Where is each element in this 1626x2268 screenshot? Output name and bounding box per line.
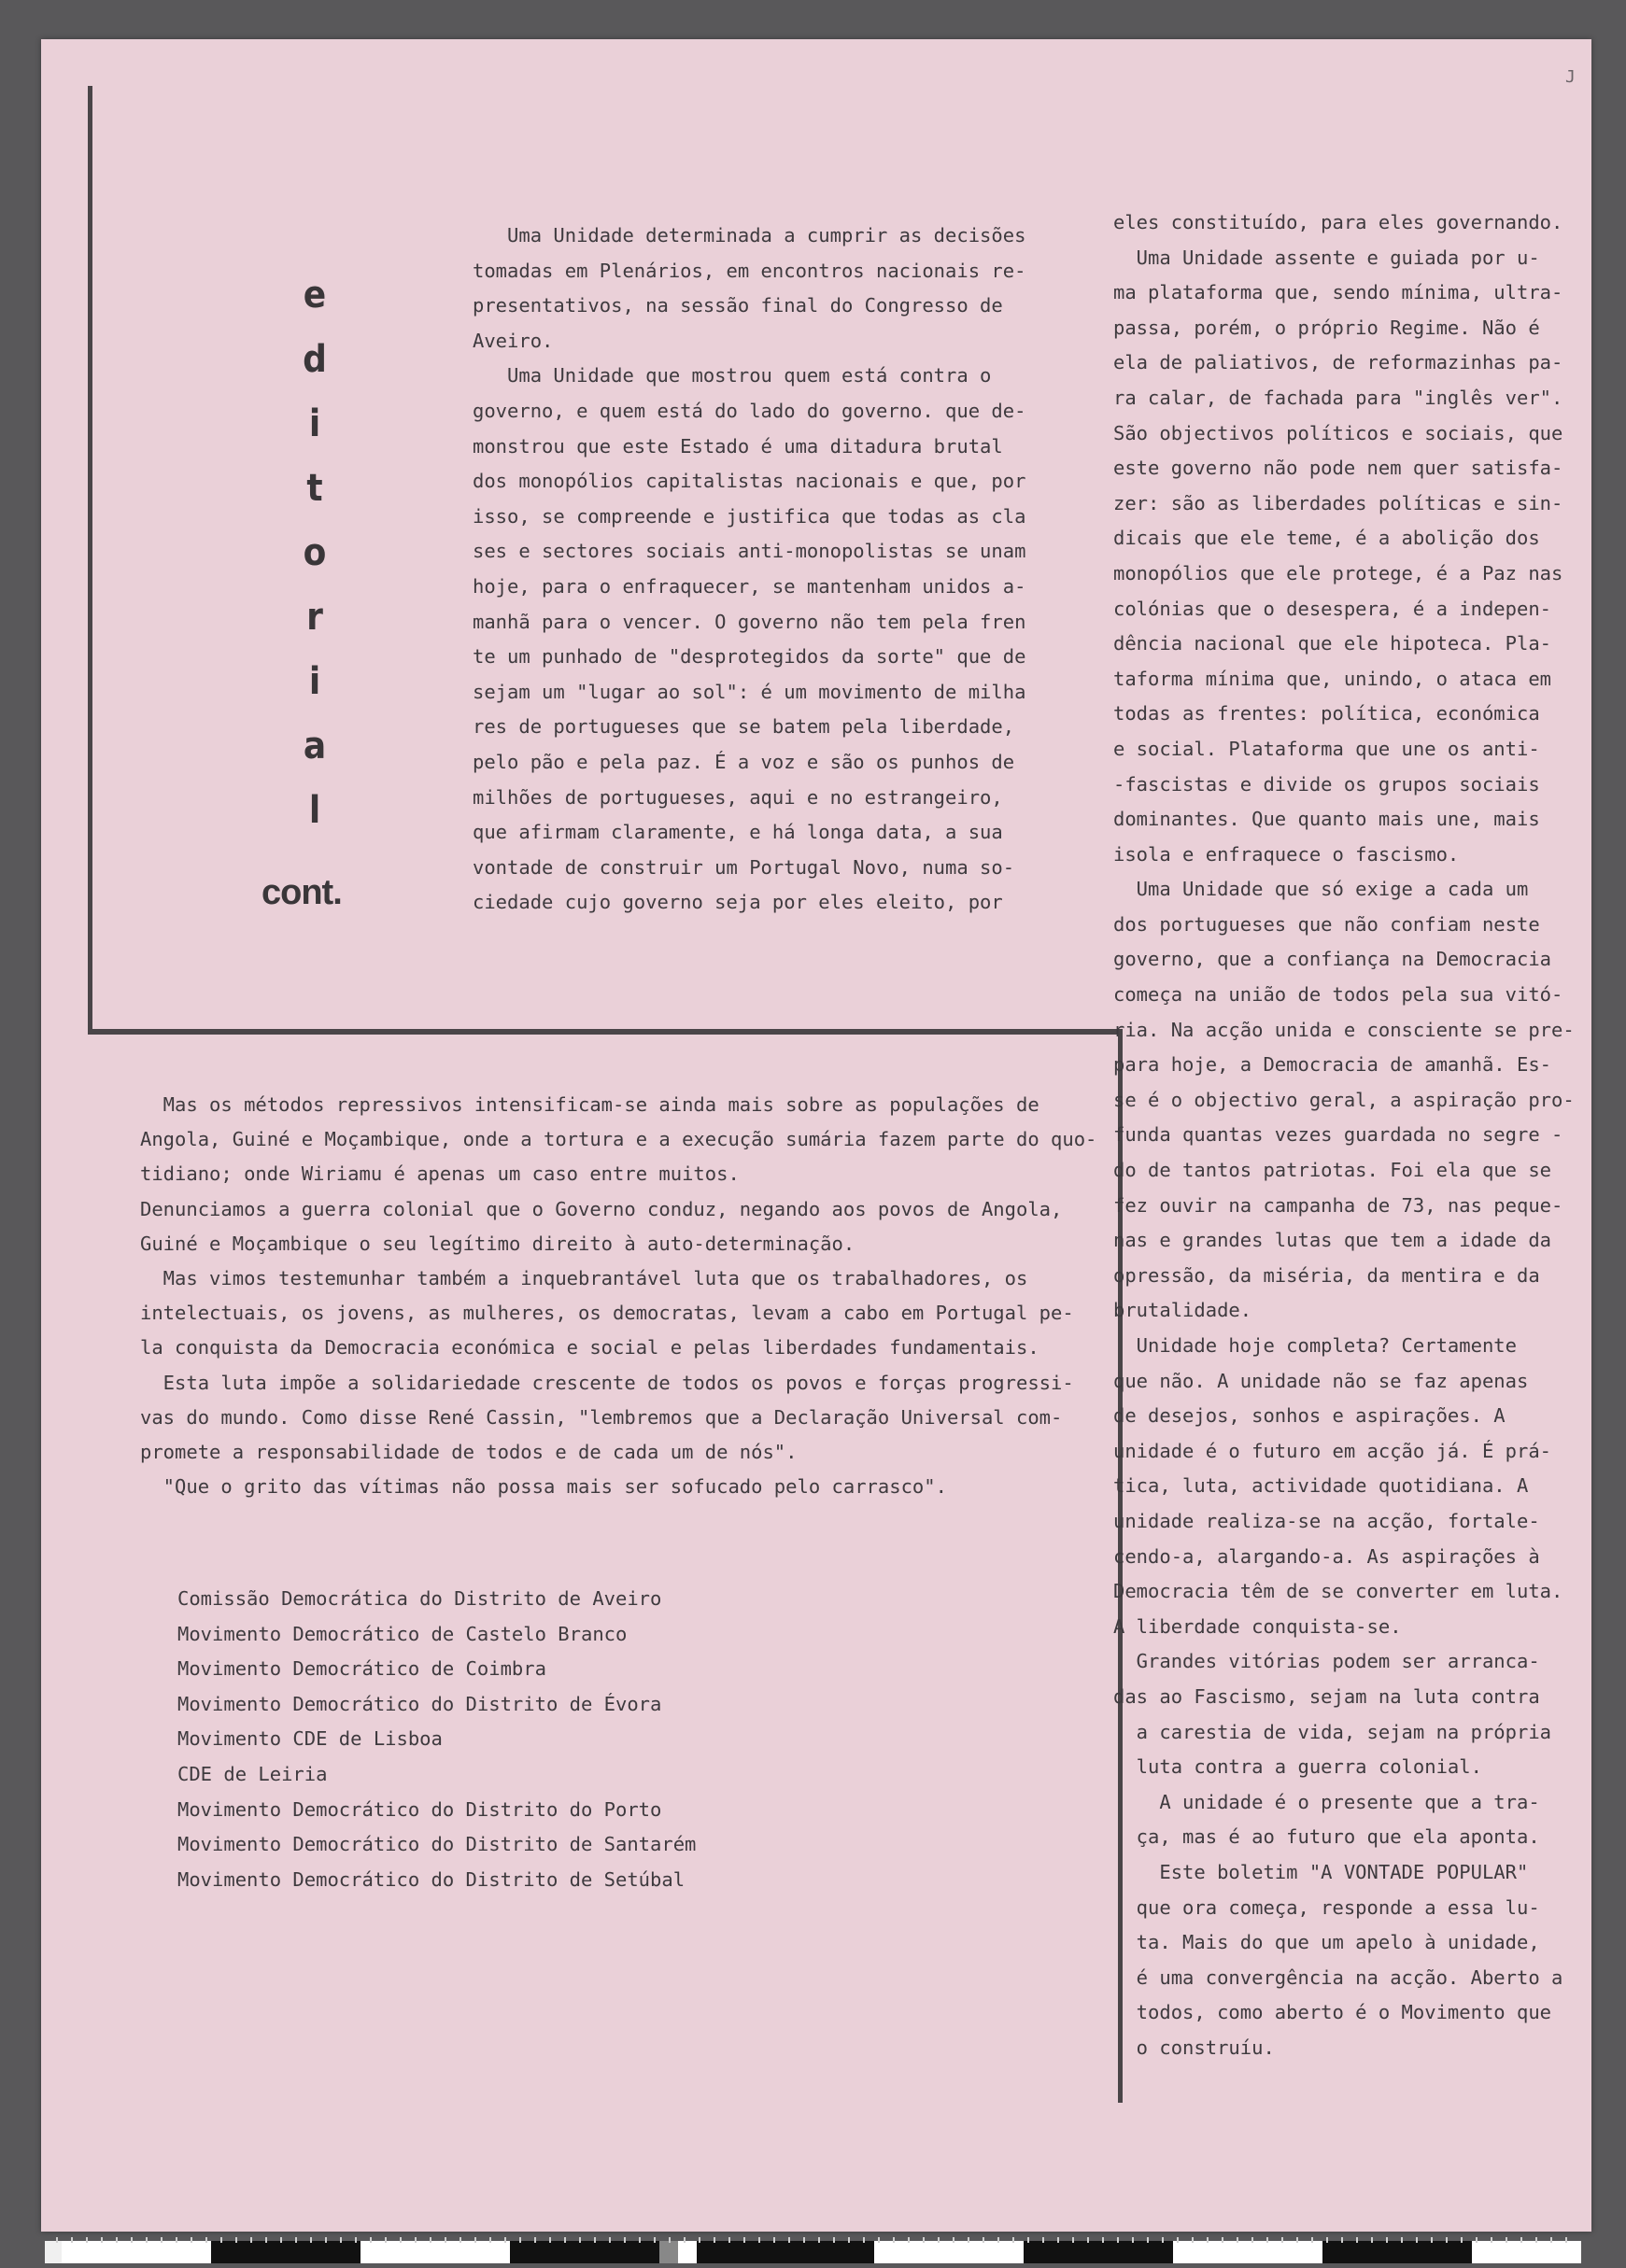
text-line: nas e grandes lutas que tem a idade da [1113, 1229, 1551, 1252]
text-line: cendo-a, alargando-a. As aspirações à [1113, 1544, 1540, 1568]
ruler-tick [624, 2237, 626, 2243]
text-line: Angola, Guiné e Moçambique, onde a tortura e a execução sumária fazem parte do quo- [140, 1128, 1097, 1151]
text-line: la conquista da Democracia económica e social e pelas liberdades fundamentais. [140, 1336, 1039, 1359]
ruler-tick [594, 2237, 596, 2243]
text-line: res de portugueses que se batem pela liberdade, [473, 715, 1015, 739]
ruler-tick [564, 2237, 566, 2243]
text-line: zer: são as liberdades políticas e sin- [1113, 491, 1563, 514]
ruler-tick [953, 2237, 954, 2243]
text-line: Movimento Democrático de Castelo Branco [177, 1622, 628, 1645]
text-line: Movimento Democrático de Coimbra [177, 1657, 546, 1681]
text-line: vas do mundo. Como disse René Cassin, "lembremos que a Declaração Universal com- [140, 1405, 1063, 1429]
ruler-tick [1117, 2237, 1119, 2243]
ruler-tick [878, 2237, 880, 2243]
ruler-tick [968, 2237, 969, 2243]
ruler-tick [714, 2237, 715, 2243]
text-line: tica, luta, actividade quotidiana. A [1113, 1474, 1529, 1498]
text-line: que afirmam claramente, e há longa data, a sua [473, 821, 1003, 844]
ruler-tick [161, 2237, 163, 2243]
text-line: Mas os métodos repressivos intensificam-se ainda mais sobre as populações de [140, 1093, 1039, 1116]
ruler-tick [579, 2237, 581, 2243]
ruler-tick [489, 2237, 491, 2243]
ruler-tick [1535, 2237, 1537, 2243]
text-line: é uma convergência na acção. Aberto a [1113, 1965, 1563, 1989]
ruler-tick [1431, 2237, 1433, 2243]
ruler-tick [131, 2237, 133, 2243]
ruler-tick [997, 2237, 999, 2243]
ruler-tick [519, 2237, 521, 2243]
ruler-tick [1416, 2237, 1418, 2243]
editorial-heading [291, 263, 338, 843]
ruler-tick [1296, 2237, 1298, 2243]
ruler-tick [923, 2237, 925, 2243]
ruler-tick [1132, 2237, 1134, 2243]
ruler-tick [983, 2237, 984, 2243]
text-line: intelectuais, os jovens, as mulheres, os democratas, levam a cabo em Portugal pe- [140, 1302, 1074, 1325]
text-line: São objectivos políticos e sociais, que [1113, 421, 1563, 444]
text-line: unidade realiza-se na acção, fortale- [1113, 1509, 1540, 1532]
ruler-tick [1251, 2237, 1253, 2243]
text-line: monopólios que ele protege, é a Paz nas [1113, 561, 1563, 585]
text-line: monstrou que este Estado é uma ditadura brutal [473, 434, 1003, 458]
ruler-tick [908, 2237, 910, 2243]
ruler-tick [116, 2237, 118, 2243]
text-line: A liberdade conquista-se. [1113, 1614, 1402, 1638]
ruler-tick [1506, 2237, 1507, 2243]
ruler-tick [220, 2237, 222, 2243]
text-line: pelo pão e pela paz. É a voz e são os punhos de [473, 750, 1015, 773]
ruler-tick [639, 2237, 641, 2243]
ruler-tick [191, 2237, 192, 2243]
text-line: para hoje, a Democracia de amanhã. Es- [1113, 1053, 1551, 1077]
ruler-tick [1057, 2237, 1059, 2243]
text-line: este governo não pode nem quer satisfa- [1113, 457, 1563, 480]
ruler-tick [684, 2237, 686, 2243]
text-line: manhã para o vencer. O governo não tem pela fren [473, 610, 1026, 633]
text-line: todos, como aberto é o Movimento que [1113, 2001, 1551, 2024]
ruler-tick [1565, 2237, 1567, 2243]
text-line: e social. Plataforma que une os anti- [1113, 737, 1540, 760]
ruler-tick [205, 2237, 207, 2243]
text-line: luta contra a guerra colonial. [1113, 1755, 1482, 1779]
ruler-tick [1192, 2237, 1194, 2243]
text-line: que ora começa, responde a essa lu- [1113, 1895, 1540, 1919]
text-line: Mas vimos testemunhar também a inquebrantável luta que os trabalhadores, os [140, 1266, 1028, 1289]
text-line: dominantes. Que quanto mais une, mais [1113, 808, 1540, 831]
heading-letter: t [306, 467, 323, 510]
ruler-tick [370, 2237, 372, 2243]
editorial-frame-left-rule [88, 86, 92, 1034]
heading-letter: e [303, 274, 327, 317]
editorial-frame-bottom-rule [88, 1029, 1121, 1035]
text-line: a carestia de vida, sejam na própria [1113, 1720, 1551, 1743]
text-line: das ao Fascismo, sejam na luta contra [1113, 1684, 1540, 1708]
text-line: começa na união de todos pela sua vitó- [1113, 983, 1563, 1007]
ruler-tick [86, 2237, 88, 2243]
ruler-tick [1072, 2237, 1074, 2243]
text-line: ta. Mais do que um apelo à unidade, [1113, 1931, 1540, 1954]
ruler-tick [1326, 2237, 1328, 2243]
ruler-tick [265, 2237, 267, 2243]
text-line: Democracia têm de se converter em luta. [1113, 1580, 1563, 1603]
ruler-tick [310, 2237, 312, 2243]
ruler-tick [818, 2237, 820, 2243]
ruler-tick [146, 2237, 148, 2243]
ruler-tick [1012, 2237, 1014, 2243]
ruler-tick [1446, 2237, 1448, 2243]
heading-letter: l [308, 789, 321, 832]
ruler-tick [1386, 2237, 1388, 2243]
text-line: ra calar, de fachada para "inglês ver". [1113, 386, 1563, 409]
ruler-tick [1237, 2237, 1238, 2243]
text-line: Comissão Democrática do Distrito de Aveiro [177, 1587, 662, 1610]
ruler-tick [325, 2237, 327, 2243]
ruler-tick [669, 2237, 671, 2243]
ruler-tick [1207, 2237, 1209, 2243]
text-line: "Que o grito das vítimas não possa mais ser sofucado pelo carrasco". [140, 1475, 947, 1499]
ruler-tick [938, 2237, 940, 2243]
ruler-tick [56, 2237, 58, 2243]
ruler-tick [400, 2237, 402, 2243]
ruler-tick [1461, 2237, 1463, 2243]
text-line: todas as frentes: política, económica [1113, 702, 1540, 725]
text-line: Denunciamos a guerra colonial que o Governo conduz, negando aos povos de Angola, [140, 1197, 1063, 1220]
text-line: isso, se compreende e justifica que todas as cla [473, 504, 1026, 528]
text-line: promete a responsabilidade de todos e de cada um de nós". [140, 1440, 798, 1463]
ruler-tick [534, 2237, 536, 2243]
ruler-tick [758, 2237, 760, 2243]
text-line: ses e sectores sociais anti-monopolistas se unam [473, 540, 1026, 563]
editorial-column-1 [473, 218, 1052, 921]
text-line: ma plataforma que, sendo mínima, ultra- [1113, 281, 1563, 304]
ruler-tick [1281, 2237, 1283, 2243]
ruler-tick [415, 2237, 417, 2243]
ruler-tick [1162, 2237, 1164, 2243]
text-line: Uma Unidade assente e guiada por u- [1113, 246, 1540, 269]
text-line: Uma Unidade que mostrou quem está contra o [473, 364, 992, 387]
ruler-tick [295, 2237, 297, 2243]
text-line: te um punhado de "desprotegidos da sorte" que de [473, 645, 1026, 669]
text-line: opressão, da miséria, da mentira e da [1113, 1263, 1540, 1287]
text-line: hoje, para o enfraquecer, se mantenham unidos a- [473, 574, 1026, 598]
ruler-tick [863, 2237, 865, 2243]
ruler-tick [1401, 2237, 1403, 2243]
ruler-tick [728, 2237, 730, 2243]
text-line: sejam um "lugar ao sol": é um movimento de milha [473, 680, 1026, 703]
ruler-tick [1550, 2237, 1552, 2243]
ruler-tick [1371, 2237, 1373, 2243]
ruler-tick [1222, 2237, 1223, 2243]
ruler-tick [833, 2237, 835, 2243]
text-line: governo, e quem está do lado do governo. que de- [473, 399, 1026, 422]
ruler-tick [460, 2237, 461, 2243]
text-line: governo, que a confiança na Democracia [1113, 948, 1551, 971]
heading-letter: i [308, 660, 321, 703]
ruler-tick [445, 2237, 446, 2243]
editorial-column-2 [1113, 205, 1599, 2065]
text-line: A unidade é o presente que a tra- [1113, 1790, 1540, 1813]
text-line: Guiné e Moçambique o seu legítimo direito à auto-determinação. [140, 1232, 855, 1255]
text-line: unidade é o futuro em acção já. É prá- [1113, 1439, 1551, 1462]
ruler-tick [1027, 2237, 1029, 2243]
ruler-tick [1476, 2237, 1478, 2243]
text-line: tomadas em Plenários, em encontros nacionais re- [473, 259, 1026, 282]
ruler-tick [1177, 2237, 1179, 2243]
text-line: -fascistas e divide os grupos sociais [1113, 772, 1540, 796]
continued-label: cont. [262, 873, 342, 912]
text-line: isola e enfraquece o fascismo. [1113, 842, 1460, 866]
ruler-tick [1266, 2237, 1268, 2243]
text-line: o construíu. [1113, 2036, 1275, 2059]
text-line: Aveiro. [473, 329, 554, 352]
heading-letter: r [306, 596, 323, 639]
ruler-tick [71, 2237, 73, 2243]
text-line: ria. Na acção unida e consciente se pre- [1113, 1018, 1575, 1041]
text-line: Uma Unidade que só exige a cada um [1113, 878, 1529, 901]
text-line: Movimento Democrático do Distrito de Évora [177, 1692, 662, 1715]
text-line: eles constituído, para eles governando. [1113, 211, 1563, 233]
signatories-list [177, 1582, 813, 1897]
ruler-tick [430, 2237, 431, 2243]
ruler-tick [504, 2237, 506, 2243]
text-line: fez ouvir na campanha de 73, nas peque- [1113, 1193, 1563, 1217]
text-line: colónias que o desespera, é a indepen- [1113, 597, 1551, 620]
text-line: Grandes vitórias podem ser arranca- [1113, 1650, 1540, 1673]
ruler-tick [1042, 2237, 1044, 2243]
text-line: Este boletim "A VONTADE POPULAR" [1113, 1860, 1529, 1883]
text-line: CDE de Leiria [177, 1762, 328, 1785]
text-line: dos monopólios capitalistas nacionais e que, por [473, 470, 1026, 493]
ruler-tick [699, 2237, 700, 2243]
text-line: Esta luta impõe a solidariedade crescente de todos os povos e forças progressi- [140, 1371, 1074, 1394]
text-line: Unidade hoje completa? Certamente [1113, 1334, 1517, 1357]
text-line: dos portugueses que não confiam neste [1113, 912, 1540, 936]
ruler-tick [1356, 2237, 1358, 2243]
text-line: vontade de construir um Portugal Novo, numa so- [473, 855, 1015, 879]
ruler-tick [773, 2237, 775, 2243]
text-line: tidiano; onde Wiriamu é apenas um caso entre muitos. [140, 1162, 740, 1186]
text-line: se é o objectivo geral, a aspiração pro- [1113, 1088, 1575, 1111]
ruler-tick [101, 2237, 103, 2243]
page-mark: J [1565, 67, 1576, 87]
ruler-tick [250, 2237, 252, 2243]
scale-ruler [45, 2241, 1581, 2263]
ruler-tick [355, 2237, 357, 2243]
ruler-tick [474, 2237, 476, 2243]
text-line: de desejos, sonhos e aspirações. A [1113, 1404, 1506, 1428]
text-line: passa, porém, o próprio Regime. Não é [1113, 316, 1540, 339]
ruler-tick [280, 2237, 282, 2243]
heading-letter: o [303, 531, 327, 574]
text-line: presentativos, na sessão final do Congresso de [473, 294, 1003, 317]
text-line: que não. A unidade não se faz apenas [1113, 1369, 1529, 1392]
text-line: Movimento CDE de Lisboa [177, 1727, 443, 1751]
ruler-tick [893, 2237, 895, 2243]
ruler-tick [176, 2237, 177, 2243]
ruler-tick [235, 2237, 237, 2243]
text-line: taforma mínima que, unindo, o ataca em [1113, 667, 1551, 690]
text-line: Movimento Democrático do Distrito de Santarém [177, 1833, 697, 1856]
heading-letter: i [308, 402, 321, 445]
ruler-tick [1520, 2237, 1522, 2243]
text-line: ça, mas é ao futuro que ela aponta. [1113, 1825, 1540, 1849]
text-line: Movimento Democrático do Distrito do Porto [177, 1797, 662, 1821]
ruler-tick [1311, 2237, 1313, 2243]
ruler-tick [1087, 2237, 1089, 2243]
text-line: Uma Unidade determinada a cumprir as decisões [473, 224, 1026, 247]
ruler-tick [385, 2237, 387, 2243]
ruler-tick [1491, 2237, 1492, 2243]
ruler-tick [340, 2237, 342, 2243]
ruler-tick [848, 2237, 850, 2243]
heading-letter: a [303, 725, 327, 768]
ruler-tick [609, 2237, 611, 2243]
ruler-tick [1341, 2237, 1343, 2243]
declaration-body [140, 1088, 1111, 1504]
text-line: funda quantas vezes guardada no segre - [1113, 1123, 1563, 1147]
text-line: brutalidade. [1113, 1299, 1252, 1322]
text-line: dicais que ele teme, é a abolição dos [1113, 527, 1540, 550]
ruler-tick [743, 2237, 745, 2243]
ruler-tick [549, 2237, 551, 2243]
text-line: milhões de portugueses, aqui e no estrangeiro, [473, 785, 1003, 809]
heading-letter: d [303, 338, 327, 381]
text-line: ela de paliativos, de reformazinhas pa- [1113, 351, 1563, 374]
ruler-tick [1102, 2237, 1104, 2243]
text-line: do de tantos patriotas. Foi ela que se [1113, 1159, 1551, 1182]
text-line: Movimento Democrático do Distrito de Setúbal [177, 1867, 686, 1891]
text-line: ciedade cujo governo seja por eles eleito, por [473, 891, 1003, 914]
ruler-tick [654, 2237, 656, 2243]
ruler-tick [788, 2237, 790, 2243]
ruler-tick [803, 2237, 805, 2243]
ruler-tick [1147, 2237, 1149, 2243]
text-line: dência nacional que ele hipoteca. Pla- [1113, 632, 1551, 655]
